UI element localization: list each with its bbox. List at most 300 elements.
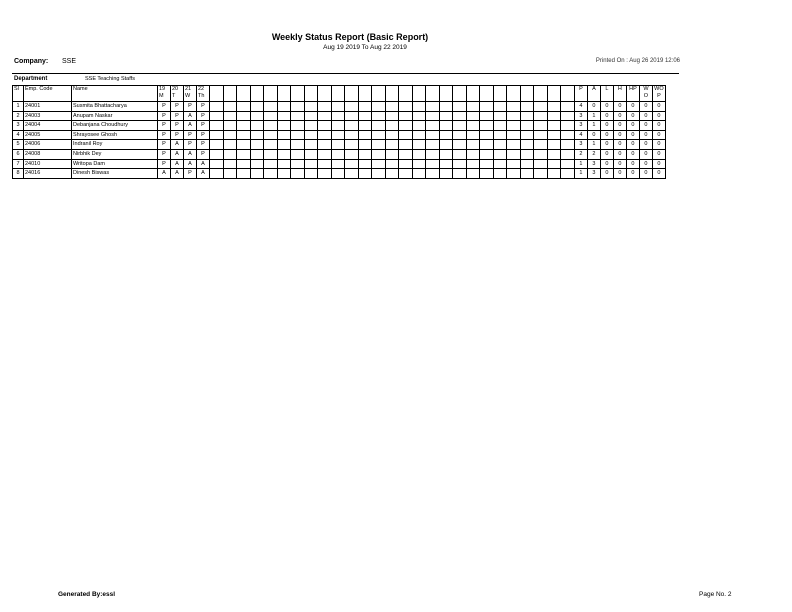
header-day-2: 20 T: [171, 86, 184, 102]
header-empty-cell: [534, 86, 548, 102]
row-summary-count: 1: [574, 159, 587, 169]
row-summary-count: 4: [574, 130, 587, 140]
header-empty-cell: [412, 86, 426, 102]
row-day-status: P: [184, 130, 197, 140]
header-empty-cell: [453, 86, 467, 102]
header-empty-cell: [372, 86, 386, 102]
row-empty-cell: [466, 169, 480, 179]
row-summary-count: 0: [600, 111, 613, 121]
row-empty-cell: [520, 159, 534, 169]
row-empty-cell: [250, 149, 264, 159]
row-day-status: P: [184, 102, 197, 112]
row-empty-cell: [264, 169, 278, 179]
row-empty-cell: [412, 111, 426, 121]
header-empty-cell: [493, 86, 507, 102]
row-summary-count: 0: [639, 130, 652, 140]
row-summary-count: 0: [613, 159, 626, 169]
row-empty-cell: [439, 159, 453, 169]
row-empty-cell: [507, 111, 521, 121]
row-empty-cell: [358, 169, 372, 179]
row-empty-cell: [331, 121, 345, 131]
row-empty-cell: [237, 130, 251, 140]
table-header-row: [13, 86, 666, 102]
header-empty-cell: [466, 86, 480, 102]
row-empty-cell: [426, 111, 440, 121]
row-empty-cell: [480, 111, 494, 121]
row-empty-cell: [345, 140, 359, 150]
row-sl: 6: [13, 149, 24, 159]
header-name: Name: [72, 86, 158, 102]
row-sl: 3: [13, 121, 24, 131]
row-empty-cell: [493, 169, 507, 179]
row-emp-code: 24008: [24, 149, 72, 159]
row-emp-code: 24005: [24, 130, 72, 140]
row-empty-cell: [210, 121, 224, 131]
row-sl: 1: [13, 102, 24, 112]
report-date-range: Aug 19 2019 To Aug 22 2019: [323, 44, 407, 51]
row-empty-cell: [304, 102, 318, 112]
row-day-status: A: [197, 159, 210, 169]
header-empty-cell: [520, 86, 534, 102]
row-empty-cell: [520, 149, 534, 159]
company-value: SSE: [62, 58, 77, 65]
row-empty-cell: [547, 121, 561, 131]
row-empty-cell: [345, 169, 359, 179]
row-empty-cell: [453, 130, 467, 140]
row-summary-count: 0: [639, 102, 652, 112]
row-name: Writopa Dam: [72, 159, 158, 169]
row-summary-count: 0: [613, 169, 626, 179]
row-empty-cell: [520, 111, 534, 121]
row-empty-cell: [466, 102, 480, 112]
row-empty-cell: [277, 102, 291, 112]
header-empty-cell: [507, 86, 521, 102]
row-empty-cell: [304, 130, 318, 140]
row-empty-cell: [318, 111, 332, 121]
row-empty-cell: [439, 121, 453, 131]
row-empty-cell: [277, 159, 291, 169]
row-empty-cell: [210, 130, 224, 140]
row-empty-cell: [223, 121, 237, 131]
row-empty-cell: [507, 140, 521, 150]
report-title: Weekly Status Report (Basic Report): [271, 32, 429, 42]
row-empty-cell: [331, 130, 345, 140]
row-empty-cell: [466, 111, 480, 121]
row-empty-cell: [223, 102, 237, 112]
row-empty-cell: [520, 121, 534, 131]
header-empty-cell: [264, 86, 278, 102]
row-summary-count: 0: [652, 121, 665, 131]
row-name: Nirbhik Dey: [72, 149, 158, 159]
row-empty-cell: [223, 140, 237, 150]
row-summary-count: 0: [652, 159, 665, 169]
row-summary-count: 0: [626, 169, 639, 179]
row-day-status: A: [197, 169, 210, 179]
row-sl: 4: [13, 130, 24, 140]
row-day-status: A: [158, 169, 171, 179]
row-empty-cell: [372, 111, 386, 121]
row-day-status: A: [184, 159, 197, 169]
row-summary-count: 0: [639, 140, 652, 150]
row-empty-cell: [358, 130, 372, 140]
row-empty-cell: [480, 169, 494, 179]
header-emp-code: Emp. Code: [24, 86, 72, 102]
header-sl: Sl: [13, 86, 24, 102]
row-summary-count: 0: [600, 121, 613, 131]
row-empty-cell: [493, 159, 507, 169]
row-empty-cell: [318, 102, 332, 112]
row-day-status: P: [158, 140, 171, 150]
row-day-status: P: [197, 140, 210, 150]
row-empty-cell: [331, 159, 345, 169]
row-summary-count: 0: [600, 102, 613, 112]
row-empty-cell: [358, 159, 372, 169]
row-empty-cell: [426, 159, 440, 169]
row-empty-cell: [237, 102, 251, 112]
header-day-1: 19 M: [158, 86, 171, 102]
row-empty-cell: [493, 102, 507, 112]
row-empty-cell: [534, 111, 548, 121]
row-empty-cell: [291, 130, 305, 140]
row-empty-cell: [237, 149, 251, 159]
row-empty-cell: [385, 159, 399, 169]
row-summary-count: 1: [587, 111, 600, 121]
row-name: Dinesh Biswas: [72, 169, 158, 179]
row-summary-count: 0: [626, 140, 639, 150]
row-summary-count: 0: [652, 102, 665, 112]
row-empty-cell: [264, 121, 278, 131]
row-name: Indranil Roy: [72, 140, 158, 150]
row-empty-cell: [426, 121, 440, 131]
row-empty-cell: [345, 149, 359, 159]
header-summary-2: A: [587, 86, 600, 102]
row-empty-cell: [480, 130, 494, 140]
row-summary-count: 0: [613, 102, 626, 112]
row-summary-count: 0: [613, 140, 626, 150]
row-empty-cell: [466, 130, 480, 140]
row-summary-count: 0: [613, 149, 626, 159]
row-summary-count: 0: [626, 130, 639, 140]
row-empty-cell: [399, 121, 413, 131]
row-empty-cell: [210, 169, 224, 179]
row-empty-cell: [412, 159, 426, 169]
row-empty-cell: [561, 149, 575, 159]
header-empty-cell: [250, 86, 264, 102]
row-empty-cell: [507, 121, 521, 131]
row-empty-cell: [480, 102, 494, 112]
row-day-status: A: [171, 149, 184, 159]
row-empty-cell: [331, 111, 345, 121]
row-empty-cell: [493, 149, 507, 159]
row-summary-count: 0: [600, 149, 613, 159]
row-summary-count: 0: [600, 169, 613, 179]
row-empty-cell: [385, 140, 399, 150]
row-day-status: A: [171, 159, 184, 169]
row-empty-cell: [223, 159, 237, 169]
row-empty-cell: [318, 169, 332, 179]
row-summary-count: 0: [626, 159, 639, 169]
row-empty-cell: [304, 159, 318, 169]
row-empty-cell: [210, 149, 224, 159]
header-day-3: 21 W: [184, 86, 197, 102]
row-day-status: P: [197, 121, 210, 131]
row-day-status: P: [158, 121, 171, 131]
row-empty-cell: [399, 169, 413, 179]
row-empty-cell: [345, 102, 359, 112]
row-empty-cell: [331, 149, 345, 159]
row-empty-cell: [399, 111, 413, 121]
row-summary-count: 0: [587, 130, 600, 140]
header-divider: [12, 73, 679, 74]
row-empty-cell: [399, 130, 413, 140]
row-empty-cell: [264, 140, 278, 150]
row-sl: 2: [13, 111, 24, 121]
row-empty-cell: [412, 130, 426, 140]
row-empty-cell: [412, 169, 426, 179]
row-empty-cell: [534, 102, 548, 112]
row-summary-count: 0: [639, 111, 652, 121]
row-empty-cell: [345, 121, 359, 131]
row-emp-code: 24016: [24, 169, 72, 179]
row-day-status: P: [158, 102, 171, 112]
row-day-status: A: [171, 140, 184, 150]
row-empty-cell: [426, 149, 440, 159]
row-empty-cell: [385, 111, 399, 121]
row-summary-count: 3: [587, 159, 600, 169]
row-sl: 7: [13, 159, 24, 169]
row-empty-cell: [547, 111, 561, 121]
row-day-status: A: [184, 121, 197, 131]
row-summary-count: 0: [600, 140, 613, 150]
row-empty-cell: [372, 149, 386, 159]
row-summary-count: 0: [652, 149, 665, 159]
row-summary-count: 0: [613, 130, 626, 140]
row-summary-count: 1: [574, 169, 587, 179]
row-empty-cell: [453, 111, 467, 121]
table-row: [13, 121, 666, 131]
row-summary-count: 0: [652, 169, 665, 179]
table-row: [13, 102, 666, 112]
row-empty-cell: [412, 140, 426, 150]
row-day-status: P: [171, 102, 184, 112]
row-empty-cell: [439, 130, 453, 140]
header-empty-cell: [223, 86, 237, 102]
header-empty-cell: [399, 86, 413, 102]
row-name: Susmita Bhattacharya: [72, 102, 158, 112]
row-sl: 5: [13, 140, 24, 150]
row-day-status: P: [197, 149, 210, 159]
row-summary-count: 0: [652, 111, 665, 121]
row-day-status: P: [171, 121, 184, 131]
table-row: [13, 169, 666, 179]
row-name: Debanjana Choudhury: [72, 121, 158, 131]
row-empty-cell: [399, 140, 413, 150]
row-empty-cell: [439, 140, 453, 150]
row-empty-cell: [385, 121, 399, 131]
row-day-status: P: [184, 169, 197, 179]
row-summary-count: 1: [587, 121, 600, 131]
row-day-status: P: [197, 130, 210, 140]
row-empty-cell: [318, 130, 332, 140]
row-empty-cell: [399, 159, 413, 169]
row-empty-cell: [223, 169, 237, 179]
row-empty-cell: [237, 111, 251, 121]
row-summary-count: 4: [574, 102, 587, 112]
row-summary-count: 0: [626, 102, 639, 112]
row-empty-cell: [223, 130, 237, 140]
row-summary-count: 0: [639, 121, 652, 131]
header-summary-1: P: [574, 86, 587, 102]
row-empty-cell: [250, 169, 264, 179]
row-empty-cell: [439, 169, 453, 179]
page-number: Page No. 2: [699, 591, 732, 598]
table-row: [13, 140, 666, 150]
header-empty-cell: [318, 86, 332, 102]
row-empty-cell: [412, 121, 426, 131]
row-summary-count: 0: [626, 149, 639, 159]
row-empty-cell: [547, 102, 561, 112]
department-value: SSE Teaching Staffs: [85, 76, 135, 82]
row-summary-count: 0: [626, 121, 639, 131]
row-empty-cell: [520, 130, 534, 140]
row-empty-cell: [372, 130, 386, 140]
row-empty-cell: [547, 159, 561, 169]
row-empty-cell: [520, 102, 534, 112]
row-empty-cell: [291, 149, 305, 159]
row-empty-cell: [318, 149, 332, 159]
row-summary-count: 2: [587, 149, 600, 159]
printed-on: Printed On : Aug 26 2019 12:06: [595, 58, 680, 64]
row-empty-cell: [372, 140, 386, 150]
row-empty-cell: [277, 169, 291, 179]
company-label: Company:: [14, 58, 49, 65]
row-empty-cell: [277, 149, 291, 159]
row-empty-cell: [237, 121, 251, 131]
row-empty-cell: [466, 121, 480, 131]
row-day-status: A: [171, 169, 184, 179]
row-empty-cell: [345, 130, 359, 140]
row-emp-code: 24006: [24, 140, 72, 150]
row-empty-cell: [277, 121, 291, 131]
header-summary-5: HP: [626, 86, 639, 102]
row-empty-cell: [237, 159, 251, 169]
table-row: [13, 149, 666, 159]
attendance-table: [12, 85, 666, 179]
row-summary-count: 0: [613, 121, 626, 131]
row-empty-cell: [399, 149, 413, 159]
row-summary-count: 0: [639, 169, 652, 179]
row-empty-cell: [223, 149, 237, 159]
row-empty-cell: [426, 102, 440, 112]
row-empty-cell: [291, 111, 305, 121]
row-day-status: P: [171, 130, 184, 140]
row-summary-count: 0: [587, 102, 600, 112]
row-empty-cell: [385, 169, 399, 179]
row-empty-cell: [493, 111, 507, 121]
row-day-status: P: [171, 111, 184, 121]
row-empty-cell: [304, 140, 318, 150]
row-empty-cell: [426, 169, 440, 179]
row-empty-cell: [291, 121, 305, 131]
header-summary-7: WO P: [652, 86, 665, 102]
header-summary-4: H: [613, 86, 626, 102]
row-empty-cell: [291, 169, 305, 179]
row-empty-cell: [345, 111, 359, 121]
row-summary-count: 3: [574, 121, 587, 131]
header-empty-cell: [210, 86, 224, 102]
row-summary-count: 0: [639, 159, 652, 169]
row-empty-cell: [534, 140, 548, 150]
header-day-4: 22 Th: [197, 86, 210, 102]
row-empty-cell: [453, 102, 467, 112]
row-emp-code: 24001: [24, 102, 72, 112]
header-empty-cell: [439, 86, 453, 102]
row-empty-cell: [358, 140, 372, 150]
row-empty-cell: [466, 140, 480, 150]
row-emp-code: 24010: [24, 159, 72, 169]
row-empty-cell: [561, 111, 575, 121]
row-empty-cell: [264, 102, 278, 112]
row-empty-cell: [250, 111, 264, 121]
row-empty-cell: [291, 159, 305, 169]
row-empty-cell: [534, 159, 548, 169]
row-empty-cell: [237, 169, 251, 179]
row-empty-cell: [372, 169, 386, 179]
row-empty-cell: [264, 149, 278, 159]
row-summary-count: 1: [587, 140, 600, 150]
table-row: [13, 130, 666, 140]
row-empty-cell: [250, 121, 264, 131]
generated-by: Generated By:essl: [58, 591, 116, 598]
row-sl: 8: [13, 169, 24, 179]
row-day-status: A: [184, 149, 197, 159]
row-empty-cell: [466, 149, 480, 159]
row-empty-cell: [264, 111, 278, 121]
row-empty-cell: [480, 149, 494, 159]
row-empty-cell: [561, 102, 575, 112]
row-empty-cell: [372, 121, 386, 131]
row-empty-cell: [331, 169, 345, 179]
header-empty-cell: [291, 86, 305, 102]
row-empty-cell: [210, 111, 224, 121]
row-day-status: P: [197, 111, 210, 121]
row-summary-count: 0: [600, 159, 613, 169]
header-empty-cell: [237, 86, 251, 102]
row-empty-cell: [412, 149, 426, 159]
row-empty-cell: [507, 159, 521, 169]
row-empty-cell: [561, 169, 575, 179]
row-empty-cell: [507, 149, 521, 159]
row-empty-cell: [547, 149, 561, 159]
row-empty-cell: [493, 121, 507, 131]
row-summary-count: 3: [574, 140, 587, 150]
row-empty-cell: [466, 159, 480, 169]
row-empty-cell: [547, 169, 561, 179]
row-empty-cell: [277, 140, 291, 150]
row-empty-cell: [439, 111, 453, 121]
row-empty-cell: [453, 159, 467, 169]
row-empty-cell: [561, 140, 575, 150]
row-empty-cell: [453, 169, 467, 179]
row-empty-cell: [480, 140, 494, 150]
row-empty-cell: [507, 102, 521, 112]
row-empty-cell: [547, 140, 561, 150]
row-empty-cell: [304, 121, 318, 131]
header-empty-cell: [561, 86, 575, 102]
row-day-status: P: [158, 159, 171, 169]
row-empty-cell: [358, 121, 372, 131]
row-summary-count: 0: [600, 130, 613, 140]
